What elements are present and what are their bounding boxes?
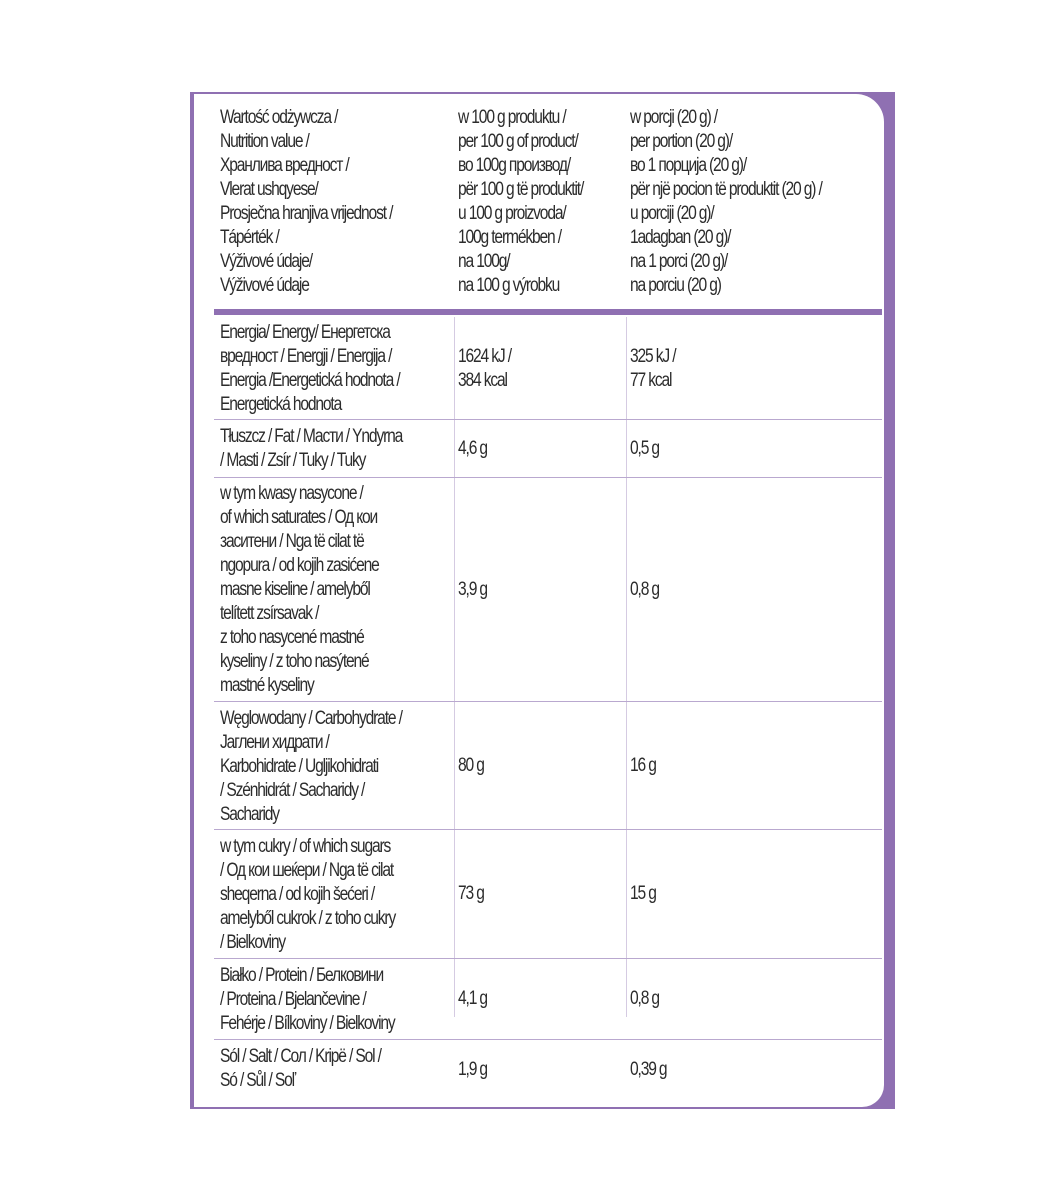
row-label: Sól / Salt / Сол / Kripë / Sol / Só / Sůl / Soľ — [220, 1046, 381, 1091]
row-value-per-portion: 0,5 g — [630, 438, 659, 459]
header-divider — [214, 309, 882, 315]
row-label: Węglowodany / Carbohydrate / Јаглени хидрати / Karbohidrate / Ugljikohidrati / Szénhidrát / Sacharidy / Sacharidy — [220, 708, 402, 825]
row-value-per-100g: 1624 kJ / 384 kcal — [458, 346, 511, 391]
row-value-per-portion: 0,8 g — [630, 579, 659, 600]
header-nutrition-value: Wartość odżywcza / Nutrition value / Хранлива вредност / Vlerat ushqyese/ Prosječna hranjiva vrijednost / Tápérték / Výživové údaje/ Výživové údaje — [220, 107, 393, 296]
row-value-per-100g: 3,9 g — [458, 579, 487, 600]
table-row-salt — [194, 1040, 884, 1107]
row-value-per-portion: 0,8 g — [630, 988, 659, 1009]
row-value-per-100g: 73 g — [458, 883, 484, 904]
row-label: w tym kwasy nasycone / of which saturates / Од кои заситени / Nga të cilat të ngopura / od kojih zasićene masne kiseline / amelyből telített zsírsavak / z toho nasycené mastné kyseliny / z toho nasýtené mastné kyseliny — [220, 483, 379, 696]
table-header — [194, 94, 884, 310]
nutrition-label — [190, 92, 895, 1109]
row-label: w tym cukry / of which sugars / Од кои шеќери / Nga të cilat sheqerna / od kojih šećeri / amelyből cukrok / z toho cukry / Bielkoviny — [220, 836, 396, 953]
row-value-per-portion: 16 g — [630, 755, 656, 776]
table-row-saturates — [194, 478, 884, 700]
row-value-per-100g: 80 g — [458, 755, 484, 776]
row-label: Tłuszcz / Fat / Масти / Yndyrna / Masti / Zsír / Tuky / Tuky — [220, 426, 403, 471]
row-value-per-portion: 0,39 g — [630, 1059, 667, 1080]
nutrition-table — [194, 94, 884, 1107]
row-value-per-100g: 4,1 g — [458, 988, 487, 1009]
table-row-fat — [194, 420, 884, 476]
table-row-energy — [194, 317, 884, 418]
table-row-protein — [194, 959, 884, 1038]
header-per-portion: w porcji (20 g) / per portion (20 g)/ во 1 порција (20 g)/ për një pocion të produktit (20 g) / u porciji (20 g)/ 1adagban (20 g)/ na 1 porci (20 g)/ na porciu (20 g) — [630, 107, 822, 296]
row-value-per-100g: 4,6 g — [458, 438, 487, 459]
row-label: Energia/ Energy/ Енергетска вредност / Energji / Energija / Energia /Energetická hodnota / Energetická hodnota — [220, 322, 400, 415]
row-label: Białko / Protein / Белковини / Proteina / Bjelančevine / Fehérje / Bílkoviny / Bielkoviny — [220, 965, 395, 1034]
row-value-per-100g: 1,9 g — [458, 1059, 487, 1080]
table-row-sugars — [194, 830, 884, 958]
row-value-per-portion: 325 kJ / 77 kcal — [630, 346, 676, 391]
table-row-carbohydrate — [194, 702, 884, 828]
header-per-100g: w 100 g produktu / per 100 g of product/ во 100g производ/ për 100 g të produktit/ u 100 g proizvoda/ 100g termékben / na 100g/ na 100 g výrobku — [458, 107, 584, 296]
row-value-per-portion: 15 g — [630, 883, 656, 904]
